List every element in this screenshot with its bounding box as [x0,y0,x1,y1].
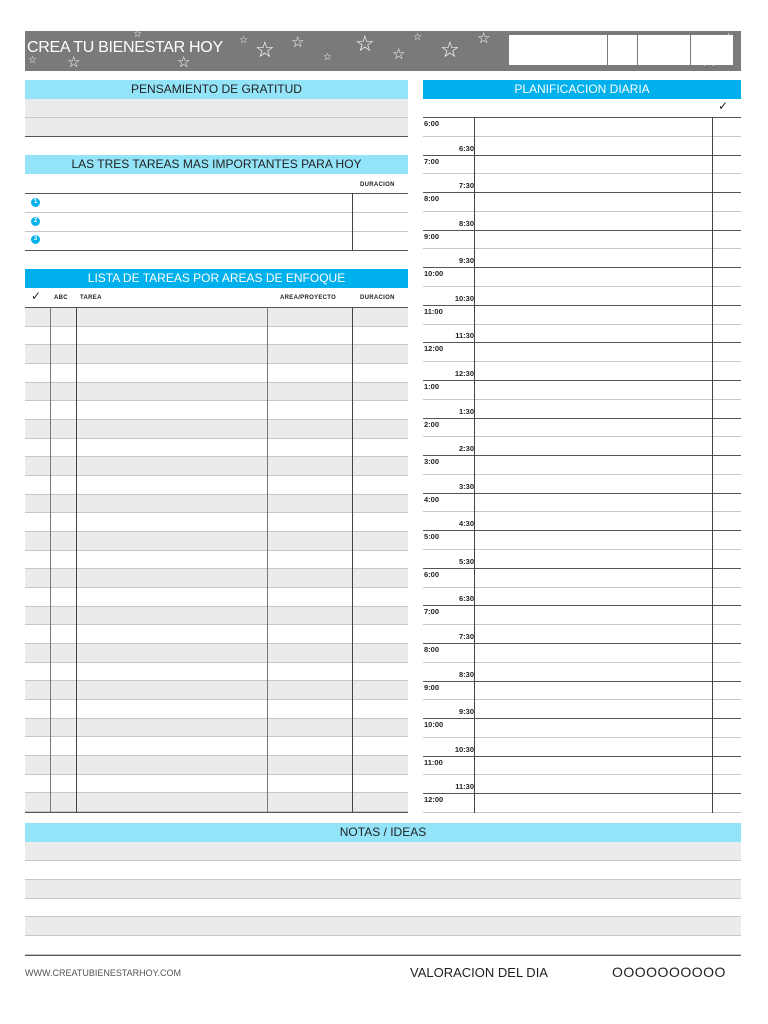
time-slot[interactable] [423,268,741,287]
table-row[interactable] [25,737,408,756]
star-icon: ☆ [291,34,305,51]
gratitude-header: PENSAMIENTO DE GRATITUD [25,80,408,99]
table-row[interactable] [25,457,408,476]
divider [25,955,741,956]
table-row[interactable] [25,551,408,570]
time-slot[interactable] [423,381,741,400]
time-slot[interactable] [423,456,741,475]
time-label: 10:00 [424,720,444,730]
number-badge: 2 [31,217,40,226]
time-slot[interactable] [423,569,741,588]
number-badge: 3 [31,235,40,244]
column-divider [50,307,51,813]
star-icon: ☆ [255,37,275,62]
time-slot[interactable] [423,231,741,250]
time-label: 10:30 [454,293,474,303]
time-slot[interactable] [423,775,741,794]
divider [423,812,741,813]
star-icon: ☆ [67,54,81,71]
time-slot[interactable] [423,531,741,550]
time-label: 8:00 [424,644,440,654]
time-label: 6:30 [458,594,474,604]
date-box[interactable] [509,35,733,65]
notes-line[interactable] [25,917,741,936]
table-row[interactable] [25,607,408,626]
notes-line[interactable] [25,842,741,861]
table-row[interactable] [25,625,408,644]
page-title: CREA TU BIENESTAR HOY [27,39,223,56]
table-row[interactable] [25,700,408,719]
time-label: 3:00 [424,457,440,467]
task-column-header: TAREA [80,295,102,301]
time-slot[interactable] [423,343,741,362]
time-label: 9:30 [458,256,474,266]
table-row[interactable] [25,327,408,346]
time-slot[interactable] [423,287,741,306]
header-banner [25,31,741,71]
time-label: 9:00 [424,682,440,692]
time-slot[interactable] [423,306,741,325]
website-link[interactable]: WWW.CREATUBIENESTARHOY.COM [25,968,182,978]
time-label: 7:00 [424,156,440,166]
time-label: 7:00 [424,607,440,617]
time-slot[interactable] [423,606,741,625]
notes-line[interactable] [25,861,741,880]
notes-line[interactable] [25,936,741,955]
time-slot[interactable] [423,437,741,456]
time-slot[interactable] [423,494,741,513]
divider [25,212,408,213]
time-slot[interactable] [423,700,741,719]
time-slot[interactable] [423,193,741,212]
time-label: 11:00 [424,757,443,767]
time-slot[interactable] [423,644,741,663]
planner-header: PLANIFICACION DIARIA [423,80,741,99]
time-slot[interactable] [423,550,741,569]
gratitude-line[interactable] [25,118,408,136]
time-slot[interactable] [423,663,741,682]
check-icon: ✓ [718,99,729,113]
time-slot[interactable] [423,249,741,268]
time-label: 11:00 [424,306,443,316]
table-row[interactable] [25,401,408,420]
time-label: 12:30 [454,368,474,378]
time-slot[interactable] [423,719,741,738]
time-label: 5:00 [424,532,440,542]
time-label: 6:00 [424,119,440,128]
table-row[interactable] [25,681,408,700]
star-icon: ☆ [413,32,422,43]
star-icon: ☆ [28,55,37,66]
time-label: 2:00 [424,419,440,429]
time-slot[interactable] [423,400,741,419]
table-row[interactable] [25,775,408,794]
time-slot[interactable] [423,325,741,344]
number-badge: 1 [31,198,40,207]
time-slot[interactable] [423,212,741,231]
time-slot[interactable] [423,419,741,438]
area-column-header: AREA/PROYECTO [280,295,337,301]
time-slot[interactable] [423,118,741,137]
time-slot[interactable] [423,794,741,813]
divider [25,136,408,137]
time-label: 10:30 [454,744,474,754]
time-label: 9:00 [424,231,440,241]
column-divider [352,193,353,250]
star-icon: ☆ [392,46,406,63]
table-row[interactable] [25,513,408,532]
table-row[interactable] [25,383,408,402]
rating-label: VALORACION DEL DIA [410,965,548,980]
table-row[interactable] [25,308,408,327]
time-slot[interactable] [423,757,741,776]
time-slot[interactable] [423,738,741,757]
time-label: 6:00 [424,569,440,579]
table-row[interactable] [25,719,408,738]
column-divider [712,117,713,813]
time-slot[interactable] [423,174,741,193]
time-slot[interactable] [423,682,741,701]
task-list-header: LISTA DE TAREAS POR AREAS DE ENFOQUE [25,269,408,288]
time-slot[interactable] [423,362,741,381]
table-row[interactable] [25,495,408,514]
abc-column-header: ABC [54,295,68,301]
divider [25,250,408,251]
rating-circles[interactable]: OOOOOOOOOO [612,964,726,980]
table-row[interactable] [25,756,408,775]
time-label: 8:30 [458,218,474,228]
column-divider [352,307,353,813]
star-icon: ☆ [133,29,142,40]
table-row[interactable] [25,588,408,607]
time-label: 8:00 [424,194,440,204]
table-row[interactable] [25,532,408,551]
time-label: 7:30 [458,181,474,191]
gratitude-line[interactable] [25,99,408,117]
time-slot[interactable] [423,588,741,607]
table-row[interactable] [25,644,408,663]
divider [25,231,408,232]
time-slot[interactable] [423,512,741,531]
top-three-header: LAS TRES TAREAS MAS IMPORTANTES PARA HOY [25,155,408,174]
time-label: 1:30 [458,406,474,416]
duration-label: DURACION [360,182,395,188]
time-label: 10:00 [424,269,444,279]
column-divider [474,117,475,813]
star-icon: ☆ [177,54,191,71]
time-label: 7:30 [458,631,474,641]
check-icon: ✓ [31,289,42,303]
time-slot[interactable] [423,475,741,494]
table-row[interactable] [25,439,408,458]
time-label: 2:30 [458,444,474,454]
table-row[interactable] [25,663,408,682]
table-row[interactable] [25,793,408,812]
time-slot[interactable] [423,137,741,156]
column-divider [267,307,268,813]
notes-header: NOTAS / IDEAS [25,823,741,842]
star-icon: ☆ [440,37,460,62]
time-slot[interactable] [423,156,741,175]
table-row[interactable] [25,345,408,364]
table-row[interactable] [25,569,408,588]
divider [25,193,408,194]
time-label: 11:30 [455,782,474,792]
star-icon: ☆ [355,31,375,56]
notes-line[interactable] [25,880,741,899]
time-label: 11:30 [455,331,474,341]
time-label: 4:30 [458,519,474,529]
time-label: 12:00 [424,344,444,354]
table-row[interactable] [25,364,408,383]
star-icon: ☆ [477,30,491,47]
divider [25,812,408,813]
column-divider [76,307,77,813]
table-row[interactable] [25,476,408,495]
notes-line[interactable] [25,899,741,918]
time-label: 4:00 [424,494,440,504]
time-slot[interactable] [423,625,741,644]
time-label: 12:00 [424,795,444,805]
star-icon: ☆ [323,52,332,63]
time-label: 5:30 [458,556,474,566]
table-row[interactable] [25,420,408,439]
star-icon: ☆ [239,35,248,46]
time-label: 3:30 [458,481,474,491]
time-label: 8:30 [458,669,474,679]
time-label: 9:30 [458,707,474,717]
time-label: 6:30 [458,143,474,153]
time-label: 1:00 [424,381,440,391]
duration-column-header: DURACION [360,295,395,301]
